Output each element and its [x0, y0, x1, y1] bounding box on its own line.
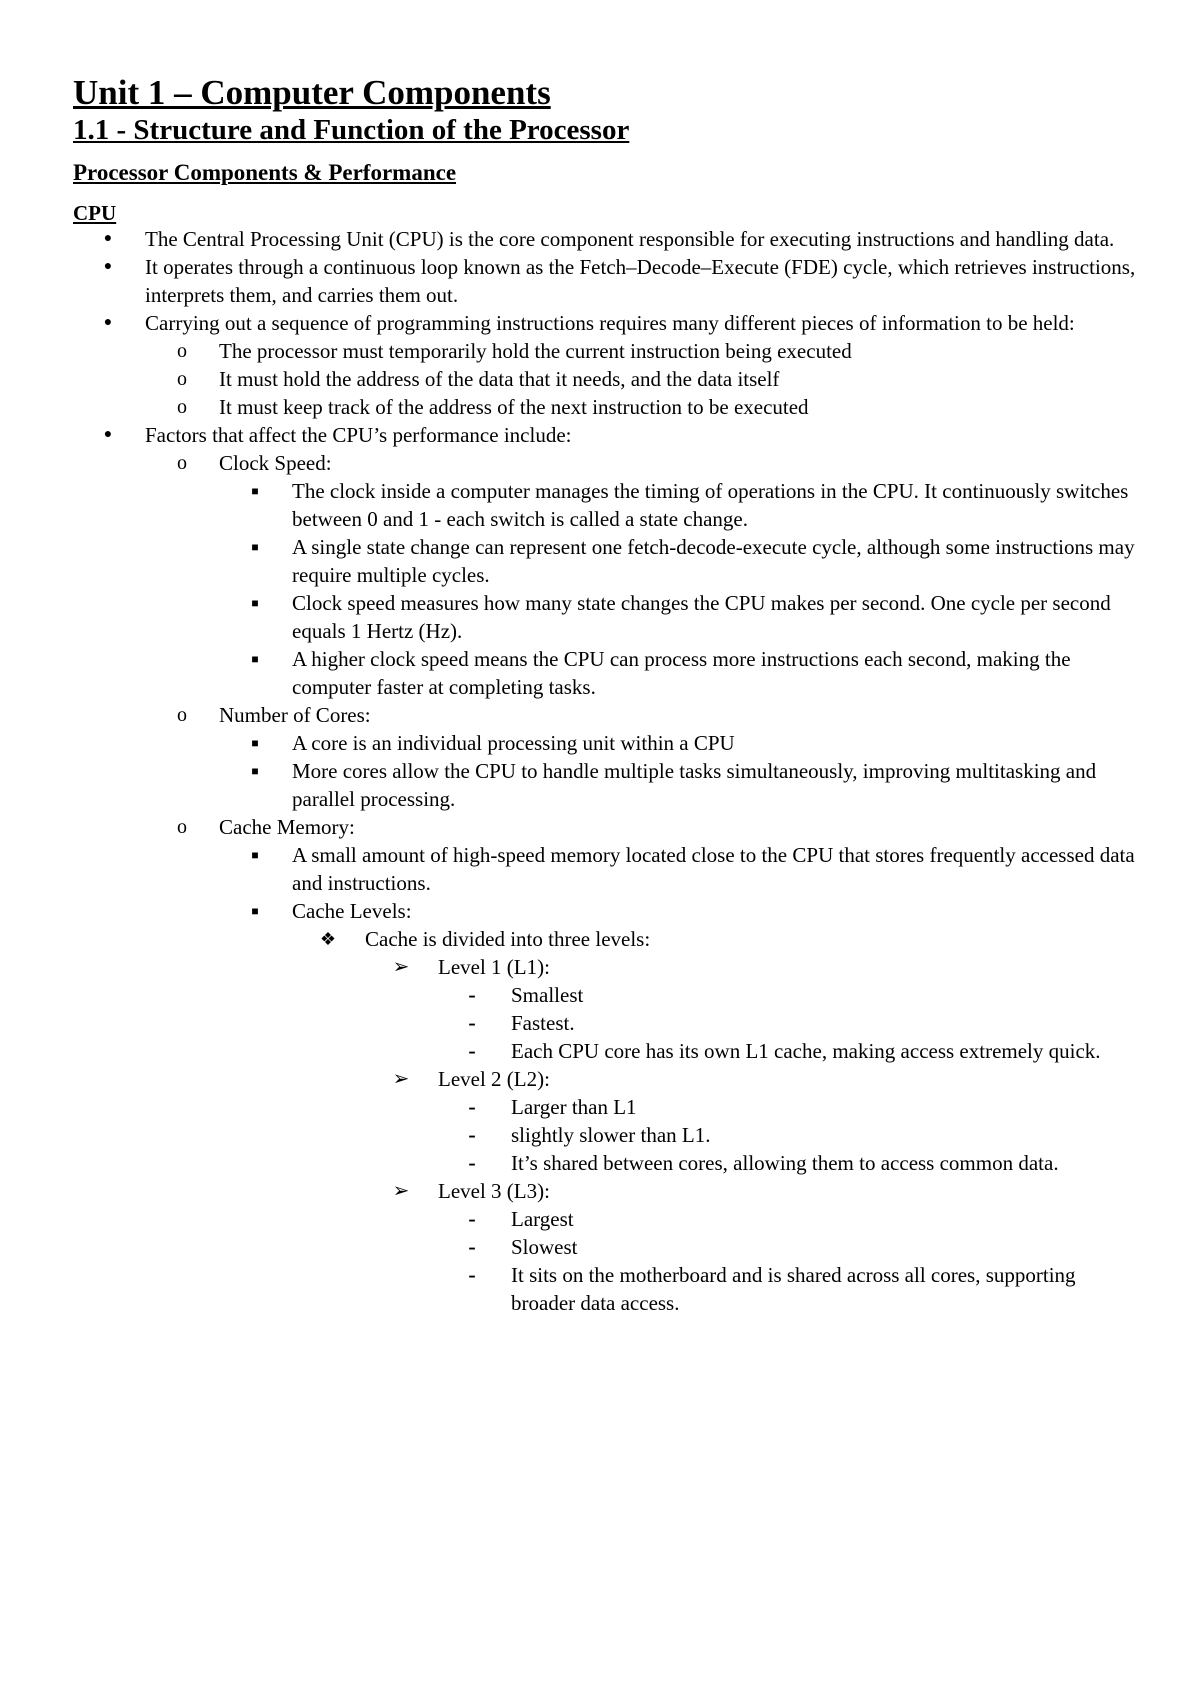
list-item [73, 225, 1143, 253]
diamond-bullet-icon: ❖ [319, 929, 337, 949]
circle-bullet-icon: o [177, 396, 187, 418]
list-item [73, 1065, 1143, 1093]
list-item [73, 533, 1143, 589]
list-item [73, 337, 1143, 365]
square-bullet-icon: ■ [251, 848, 259, 862]
document-title: Unit 1 – Computer Components [73, 73, 551, 112]
list-item-text: Clock speed measures how many state changes the CPU makes per second. One cycle per second equals 1 Hertz (Hz). [292, 591, 1111, 643]
list-item-text: Slowest [511, 1235, 578, 1259]
document-subtitle: 1.1 - Structure and Function of the Processor [73, 114, 630, 146]
list-item-text: Largest [511, 1207, 574, 1231]
list-item [73, 309, 1143, 337]
list-item [73, 645, 1143, 701]
list-item [73, 1093, 1143, 1121]
list-item-text: A core is an individual processing unit within a CPU [292, 731, 735, 755]
list-item-text: Number of Cores: [219, 703, 371, 727]
list-item-text: A higher clock speed means the CPU can process more instructions each second, making the computer faster at completing tasks. [292, 647, 1071, 699]
list-item-text: A small amount of high-speed memory located close to the CPU that stores frequently accessed data and instructions. [292, 843, 1135, 895]
list-item-text: It’s shared between cores, allowing them to access common data. [511, 1151, 1059, 1175]
list-item [73, 1177, 1143, 1205]
list-item [73, 953, 1143, 981]
list-item [73, 1009, 1143, 1037]
list-item-text: A single state change can represent one fetch-decode-execute cycle, although some instructions may require multiple cycles. [292, 535, 1135, 587]
list-item-text: Cache Levels: [292, 899, 412, 923]
document-page [73, 72, 1143, 1317]
circle-bullet-icon: o [177, 816, 187, 838]
arrow-bullet-icon: ➢ [392, 1068, 410, 1090]
square-bullet-icon: ■ [251, 736, 259, 750]
list-item-text: The Central Processing Unit (CPU) is the core component responsible for executing instructions and handling data. [145, 227, 1115, 251]
square-bullet-icon: ■ [251, 596, 259, 610]
dash-bullet-icon: - [468, 982, 476, 1007]
circle-bullet-icon: o [177, 368, 187, 390]
list-item [73, 393, 1143, 421]
list-item-text: More cores allow the CPU to handle multiple tasks simultaneously, improving multitasking and parallel processing. [292, 759, 1097, 811]
list-item [73, 589, 1143, 645]
list-item [73, 365, 1143, 393]
dash-bullet-icon: - [468, 1122, 476, 1147]
list-item [73, 841, 1143, 897]
list-item-text: Cache is divided into three levels: [365, 927, 651, 951]
dash-bullet-icon: - [468, 1150, 476, 1175]
list-item-text: Level 3 (L3): [438, 1179, 550, 1203]
bullet-icon: ● [103, 315, 113, 330]
square-bullet-icon: ■ [251, 484, 259, 498]
list-item [73, 421, 1143, 449]
circle-bullet-icon: o [177, 340, 187, 362]
list-item [73, 1261, 1143, 1317]
square-bullet-icon: ■ [251, 652, 259, 666]
notes-list [73, 225, 1143, 1317]
subsection-heading: CPU [73, 201, 117, 225]
square-bullet-icon: ■ [251, 764, 259, 778]
list-item [73, 449, 1143, 477]
list-item [73, 253, 1143, 309]
list-item [73, 813, 1143, 841]
list-item-text: Cache Memory: [219, 815, 355, 839]
list-item-text: Larger than L1 [511, 1095, 637, 1119]
circle-bullet-icon: o [177, 704, 187, 726]
list-item-text: It must keep track of the address of the next instruction to be executed [219, 395, 809, 419]
list-item-text: The processor must temporarily hold the current instruction being executed [219, 339, 852, 363]
list-item-text: Fastest. [511, 1011, 575, 1035]
dash-bullet-icon: - [468, 1094, 476, 1119]
list-item-text: Clock Speed: [219, 451, 332, 475]
list-item [73, 981, 1143, 1009]
list-item [73, 897, 1143, 925]
list-item-text: It sits on the motherboard and is shared across all cores, supporting broader data access. [511, 1263, 1076, 1315]
list-item [73, 925, 1143, 953]
list-item-text: It operates through a continuous loop known as the Fetch–Decode–Execute (FDE) cycle, which retrieves instructions, interprets them, and carries them out. [145, 255, 1136, 307]
square-bullet-icon: ■ [251, 540, 259, 554]
square-bullet-icon: ■ [251, 904, 259, 918]
list-item-text: Level 2 (L2): [438, 1067, 550, 1091]
list-item [73, 1149, 1143, 1177]
list-item-text: Each CPU core has its own L1 cache, making access extremely quick. [511, 1039, 1101, 1063]
list-item-text: Smallest [511, 983, 584, 1007]
list-item [73, 729, 1143, 757]
list-item-text: slightly slower than L1. [511, 1123, 711, 1147]
list-item [73, 1037, 1143, 1065]
list-item [73, 477, 1143, 533]
arrow-bullet-icon: ➢ [392, 1180, 410, 1202]
list-item [73, 757, 1143, 813]
list-item [73, 1205, 1143, 1233]
section-heading: Processor Components & Performance [73, 160, 457, 185]
list-item-text: Level 1 (L1): [438, 955, 550, 979]
arrow-bullet-icon: ➢ [392, 956, 410, 978]
list-item [73, 1233, 1143, 1261]
bullet-icon: ● [103, 259, 113, 274]
circle-bullet-icon: o [177, 452, 187, 474]
list-item-text: It must hold the address of the data that it needs, and the data itself [219, 367, 780, 391]
list-item [73, 701, 1143, 729]
bullet-icon: ● [103, 231, 113, 246]
dash-bullet-icon: - [468, 1010, 476, 1035]
list-item-text: Carrying out a sequence of programming instructions requires many different pieces of information to be held: [145, 311, 1075, 335]
bullet-icon: ● [103, 427, 113, 442]
list-item [73, 1121, 1143, 1149]
list-item-text: Factors that affect the CPU’s performance include: [145, 423, 572, 447]
dash-bullet-icon: - [468, 1206, 476, 1231]
dash-bullet-icon: - [468, 1038, 476, 1063]
dash-bullet-icon: - [468, 1234, 476, 1259]
dash-bullet-icon: - [468, 1262, 476, 1287]
list-item-text: The clock inside a computer manages the timing of operations in the CPU. It continuously switches between 0 and 1 - each switch is called a state change. [292, 479, 1129, 531]
